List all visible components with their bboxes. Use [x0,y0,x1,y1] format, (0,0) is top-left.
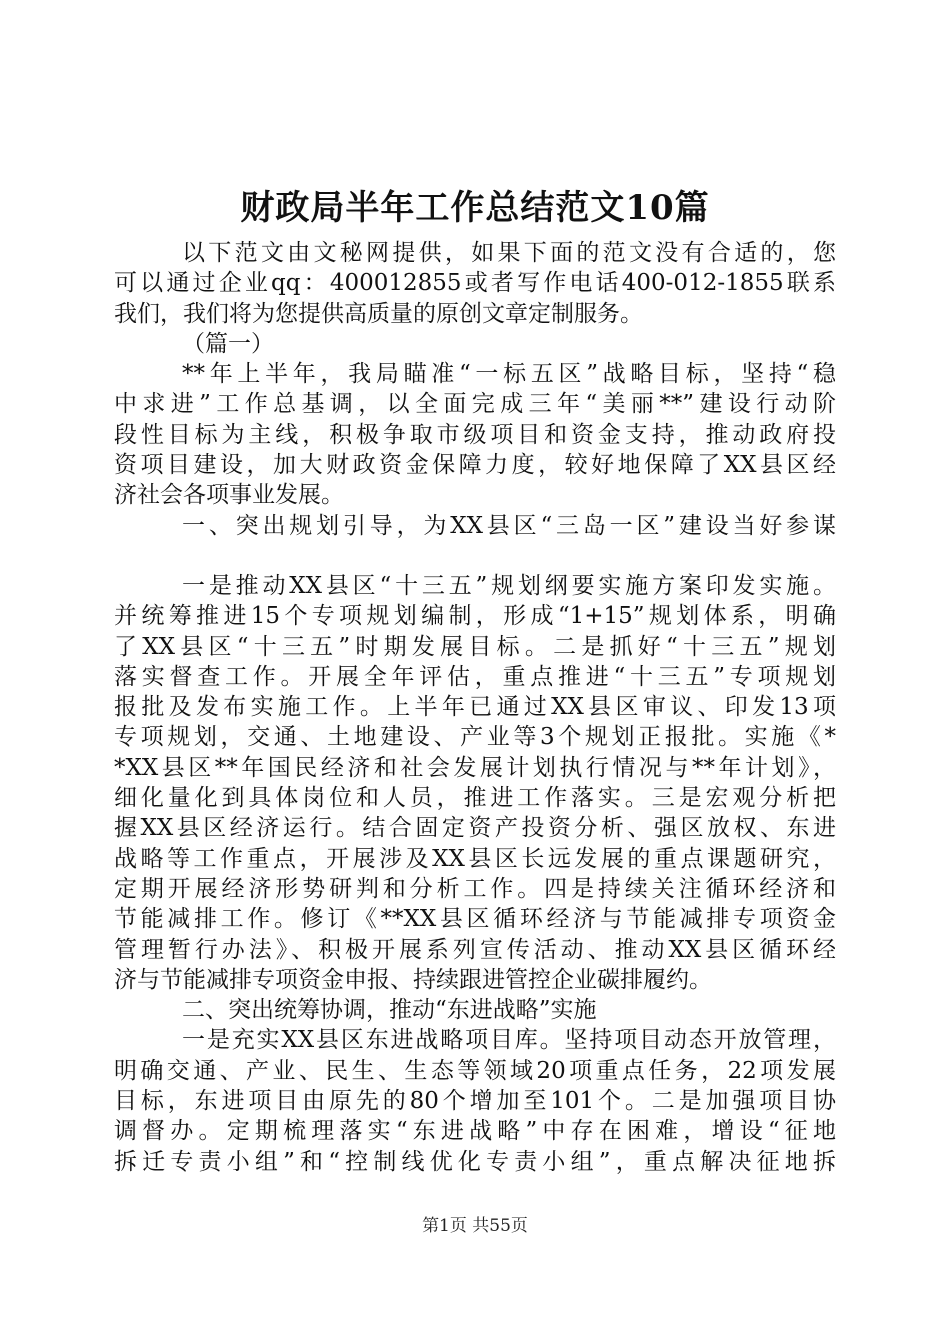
body-line: 报批及发布实施工作。上半年已通过XX县区审议、印发13项 [114,694,836,721]
body-line: 并统筹推进15个专项规划编制，形成“1+15”规划体系，明确 [114,603,836,630]
body-line: 一、突出规划引导，为XX县区“三岛一区”建设当好参谋 [182,512,836,539]
body-line: 中求进”工作总基调，以全面完成三年“美丽**”建设行动阶 [114,391,836,418]
body-line: （篇一） [182,330,274,357]
body-line: 拆迁专责小组”和“控制线优化专责小组”，重点解决征地拆 [114,1148,836,1175]
body-line: 济社会各项事业发展。 [114,482,344,509]
body-line: 了XX县区“十三五”时期发展目标。二是抓好“十三五”规划 [114,633,836,660]
document-title: 财政局半年工作总结范文10篇 [240,188,710,228]
body-line: 调督办。定期梳理落实“东进战略”中存在困难，增设“征地 [114,1118,836,1145]
body-line: 落实督查工作。开展全年评估，重点推进“十三五”专项规划 [114,663,836,690]
body-line: 握XX县区经济运行。结合固定资产投资分析、强区放权、东进 [114,815,836,842]
body-line: 管理暂行办法》、积极开展系列宣传活动、推动XX县区循环经 [114,936,836,963]
body-line: 节能减排工作。修订《**XX县区循环经济与节能减排专项资金 [114,906,836,933]
body-line: 二、突出统筹协调，推动“东进战略”实施 [182,997,597,1024]
body-line: 资项目建设，加大财政资金保障力度，较好地保障了XX县区经 [114,452,836,479]
body-line: 一是充实XX县区东进战略项目库。坚持项目动态开放管理， [182,1027,836,1054]
body-line: 我们，我们将为您提供高质量的原创文章定制服务。 [114,300,643,327]
body-line: 专项规划，交通、土地建设、产业等3个规划正报批。实施《* [114,724,836,751]
body-line: 以下范文由文秘网提供，如果下面的范文没有合适的，您 [182,240,836,266]
body-line: 战略等工作重点，开展涉及XX县区长远发展的重点课题研究， [114,845,836,872]
body-line: 目标，东进项目由原先的80个增加至101个。二是加强项目协 [114,1088,836,1115]
body-line: 明确交通、产业、民生、生态等领域20项重点任务，22项发展 [114,1057,836,1084]
page-footer: 第1页 共55页 [422,1216,528,1236]
body-line: 段性目标为主线，积极争取市级项目和资金支持，推动政府投 [114,421,836,448]
body-line: 可以通过企业qq：400012855或者写作电话400-012-1855联系 [114,270,836,297]
body-line: 济与节能减排专项资金申报、持续跟进管控企业碳排履约。 [114,966,712,993]
document-body [114,238,836,1177]
body-line: 一是推动XX县区“十三五”规划纲要实施方案印发实施。 [182,572,836,599]
body-line: **年上半年，我局瞄准“一标五区”战略目标，坚持“稳 [182,361,836,388]
body-line: 细化量化到具体岗位和人员，推进工作落实。三是宏观分析把 [114,785,836,812]
body-line: *XX县区**年国民经济和社会发展计划执行情况与**年计划》， [114,754,836,781]
body-line: 定期开展经济形势研判和分析工作。四是持续关注循环经济和 [114,875,836,902]
